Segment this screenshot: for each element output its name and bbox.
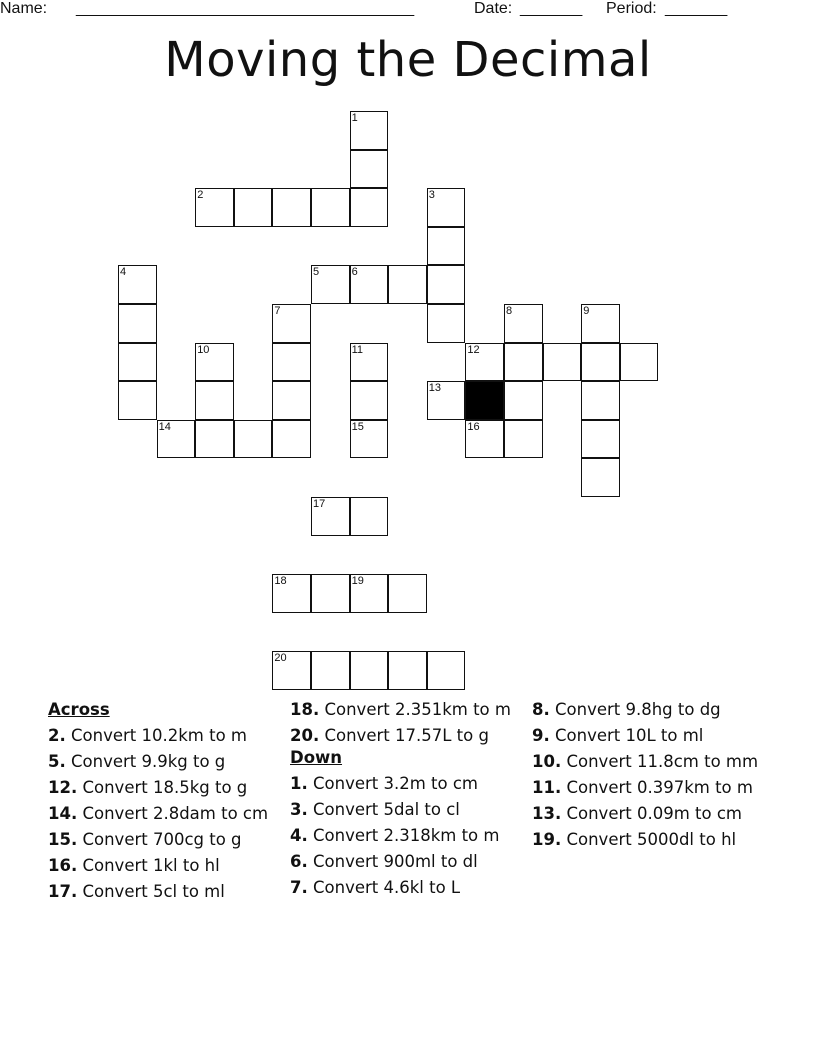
crossword-cell[interactable] (427, 304, 466, 343)
crossword-cell[interactable] (350, 651, 389, 690)
crossword-cell[interactable] (195, 381, 234, 420)
clue-text: Convert 0.09m to cm (561, 804, 742, 823)
crossword-cell[interactable] (465, 420, 504, 459)
clue-number: 3 (428, 189, 435, 202)
clue-text: Convert 10L to ml (549, 726, 704, 745)
clue-text: Convert 18.5kg to g (77, 778, 248, 797)
clue-number: 7 (274, 305, 281, 317)
crossword-cell[interactable] (504, 420, 543, 459)
crossword-cell[interactable] (118, 304, 157, 343)
crossword-cell[interactable] (581, 420, 620, 459)
crossword-cell[interactable] (427, 651, 466, 690)
crossword-cell[interactable] (388, 265, 427, 304)
clue-number-label: 1. (290, 774, 308, 793)
clue-number: 14 (158, 420, 171, 433)
clue-number-label: 9. (532, 726, 550, 745)
clue-text: Convert 900ml to dl (307, 852, 478, 871)
clue-item (48, 752, 273, 771)
crossword-cell[interactable] (581, 381, 620, 420)
crossword-cell[interactable] (427, 227, 466, 266)
clue-item (532, 700, 764, 719)
clue-text: Convert 17.57L to g (319, 726, 489, 745)
crossword-cell[interactable] (157, 420, 196, 459)
name-field[interactable]: ______________________________________ (76, 0, 415, 17)
clue-text: Convert 4.6kl to L (307, 878, 461, 897)
clue-item (48, 778, 273, 797)
crossword-cell[interactable] (350, 574, 389, 613)
clue-number-label: 15. (48, 830, 78, 849)
crossword-cell[interactable] (350, 265, 389, 304)
clue-text: Convert 5dal to cl (307, 800, 460, 819)
clue-item (290, 774, 515, 793)
crossword-cell[interactable] (272, 304, 311, 343)
clue-text: Convert 1kl to hl (77, 856, 220, 875)
down-heading: Down (290, 748, 343, 767)
clue-text: Convert 11.8cm to mm (561, 752, 759, 771)
crossword-cell[interactable] (195, 343, 234, 382)
clue-number-label: 10. (532, 752, 562, 771)
across-heading: Across (48, 700, 110, 719)
crossword-cell[interactable] (350, 420, 389, 459)
clues-column-2 (290, 700, 515, 904)
date-field[interactable]: _______ (520, 0, 583, 17)
clue-item (290, 826, 515, 845)
clue-number: 20 (274, 652, 287, 665)
clue-number: 10 (197, 343, 210, 356)
crossword-cell[interactable] (504, 343, 543, 382)
clue-number: 11 (351, 343, 364, 356)
crossword-cell[interactable] (504, 381, 543, 420)
clue-text: Convert 5000dl to hl (561, 830, 737, 849)
clue-number: 17 (313, 498, 326, 510)
crossword-cell[interactable] (350, 188, 389, 227)
clue-number: 16 (467, 420, 480, 433)
clue-item (48, 882, 273, 901)
crossword-cell[interactable] (311, 265, 350, 304)
crossword-cell[interactable] (581, 458, 620, 497)
crossword-cell[interactable] (543, 343, 582, 382)
clue-text: Convert 10.2km to m (65, 726, 247, 745)
clue-item (532, 830, 764, 849)
crossword-cell[interactable] (272, 574, 311, 613)
clue-number: 13 (428, 382, 442, 395)
page-title: Moving the Decimal (164, 32, 652, 88)
clue-number-label: 4. (290, 826, 308, 845)
clue-text: Convert 700cg to g (77, 830, 242, 849)
clue-number: 5 (313, 266, 320, 279)
blocked-cell (465, 381, 504, 420)
clue-text: Convert 0.397km to m (561, 778, 753, 797)
crossword-cell[interactable] (195, 188, 234, 227)
clue-number: 9 (583, 305, 590, 317)
clue-item (48, 830, 273, 849)
crossword-cell[interactable] (350, 150, 389, 189)
crossword-cell[interactable] (272, 420, 311, 459)
clue-number-label: 12. (48, 778, 78, 797)
crossword-cell[interactable] (311, 188, 350, 227)
crossword-cell[interactable] (234, 420, 273, 459)
clue-item (290, 726, 515, 745)
clue-number-label: 8. (532, 700, 550, 719)
name-label: Name: (0, 0, 48, 17)
crossword-cell[interactable] (311, 651, 350, 690)
crossword-cell[interactable] (272, 188, 311, 227)
crossword-cell[interactable] (350, 497, 389, 536)
clue-item (48, 856, 273, 875)
clue-item (532, 726, 764, 745)
period-label: Period: (606, 0, 657, 17)
crossword-cell[interactable] (388, 574, 427, 613)
crossword-cell[interactable] (581, 343, 620, 382)
date-label: Date: (474, 0, 513, 17)
crossword-cell[interactable] (118, 265, 157, 304)
clue-number-label: 18. (290, 700, 320, 719)
crossword-cell[interactable] (272, 381, 311, 420)
crossword-cell[interactable] (311, 574, 350, 613)
clue-item (290, 852, 515, 871)
crossword-cell[interactable] (504, 304, 543, 343)
crossword-cell[interactable] (620, 343, 659, 382)
clue-number-label: 7. (290, 878, 308, 897)
crossword-cell[interactable] (195, 420, 234, 459)
clue-number-label: 17. (48, 882, 78, 901)
clue-number: 2 (197, 189, 204, 202)
clues-column-1 (48, 700, 273, 908)
clue-number: 8 (506, 305, 513, 317)
clue-number-label: 5. (48, 752, 66, 771)
crossword-cell[interactable] (427, 188, 466, 227)
crossword-cell[interactable] (350, 111, 389, 150)
clue-number: 1 (351, 112, 358, 124)
clue-item (290, 878, 515, 897)
crossword-cell[interactable] (350, 381, 389, 420)
clue-number-label: 13. (532, 804, 562, 823)
clue-text: Convert 3.2m to cm (307, 774, 478, 793)
crossword-cell[interactable] (311, 497, 350, 536)
crossword-cell[interactable] (272, 343, 311, 382)
clue-number: 18 (274, 575, 287, 588)
clue-item (532, 752, 764, 771)
crossword-cell[interactable] (234, 188, 273, 227)
clue-number-label: 3. (290, 800, 308, 819)
clue-item (48, 726, 273, 745)
crossword-cell[interactable] (581, 304, 620, 343)
clue-text: Convert 2.351km to m (319, 700, 511, 719)
clue-text: Convert 2.318km to m (307, 826, 500, 845)
clue-item (532, 804, 764, 823)
clue-number-label: 2. (48, 726, 66, 745)
clue-text: Convert 5cl to ml (77, 882, 225, 901)
crossword-cell[interactable] (388, 651, 427, 690)
clue-number: 15 (351, 420, 364, 433)
clue-number: 12 (467, 343, 480, 356)
clue-number-label: 20. (290, 726, 320, 745)
clue-number-label: 11. (532, 778, 562, 797)
clue-number-label: 14. (48, 804, 78, 823)
clue-item (290, 800, 515, 819)
clue-text: Convert 9.9kg to g (65, 752, 226, 771)
crossword-cell[interactable] (427, 381, 466, 420)
crossword-cell[interactable] (272, 651, 311, 690)
clue-number-label: 16. (48, 856, 78, 875)
crossword-cell[interactable] (118, 381, 157, 420)
crossword-cell[interactable] (118, 343, 157, 382)
clues-column-3 (532, 700, 764, 856)
clue-number: 6 (351, 266, 358, 279)
crossword-cell[interactable] (427, 265, 466, 304)
clue-number: 4 (120, 266, 127, 279)
period-field[interactable]: _______ (665, 0, 728, 17)
clue-number-label: 6. (290, 852, 308, 871)
clue-item (290, 700, 515, 719)
clue-text: Convert 9.8hg to dg (549, 700, 721, 719)
clue-number-label: 19. (532, 830, 562, 849)
clue-number: 19 (351, 575, 364, 588)
crossword-cell[interactable] (350, 343, 389, 382)
clue-text: Convert 2.8dam to cm (77, 804, 269, 823)
clue-item (48, 804, 273, 823)
crossword-cell[interactable] (465, 343, 504, 382)
clue-item (532, 778, 764, 797)
